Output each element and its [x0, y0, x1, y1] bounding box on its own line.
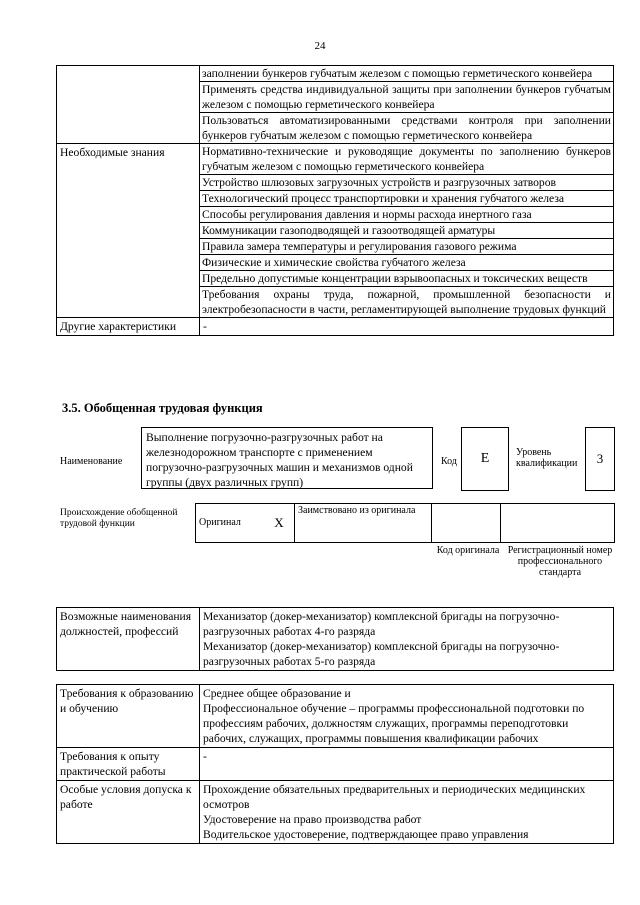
- empty-label-cell: [57, 66, 200, 144]
- condition-item: Удостоверение на право производства работ: [203, 813, 422, 826]
- conditions-label: Особые условия допуска к работе: [57, 781, 200, 844]
- original-mark: X: [264, 504, 295, 543]
- position-item: Механизатор (докер-механизатор) комплексной бригады на погрузочно-разгрузочных работах 4-го разряда: [203, 610, 560, 638]
- skills-continuation-cell: [200, 66, 614, 144]
- education-item: Профессиональное обучение – программы профессиональной подготовки по профессиям рабочих, должностям служащих, программы переподготовки рабочих, служащих, программы повышения квалификации рабочих: [203, 702, 585, 745]
- position-item: Механизатор (докер-механизатор) комплексной бригады на погрузочно-разгрузочных работах 5-го разряда: [203, 640, 560, 668]
- code-value: E: [461, 427, 509, 491]
- knowledge-item: Требования охраны труда, пожарной, промышленной безопасности и электробезопасности в части, регламентирующей выполнение трудовых функций: [202, 288, 611, 316]
- knowledge-item: Правила замера температуры и регулирования газового режима: [200, 239, 613, 255]
- knowledge-item: Способы регулирования давления и нормы расхода инертного газа: [200, 207, 613, 223]
- experience-value: -: [200, 748, 614, 781]
- positions-label: Возможные наименования должностей, профессий: [57, 608, 200, 671]
- positions-cell: [200, 608, 614, 671]
- experience-label: Требования к опыту практической работы: [57, 748, 200, 781]
- section-title: 3.5. Обобщенная трудовая функция: [62, 401, 263, 415]
- skill-item: Пользоваться автоматизированными средствами контроля при заполнении бункеров губчатым железом с помощью герметического конвейера: [202, 114, 611, 142]
- code-caption: Код оригинала: [436, 545, 500, 556]
- code-label: Код: [441, 456, 457, 467]
- page-number: 24: [314, 40, 326, 52]
- original-code-cell: [432, 504, 501, 543]
- name-label: Наименование: [60, 456, 123, 467]
- requirements-table: [56, 684, 614, 844]
- knowledge-item: Технологический процесс транспортировки и хранения губчатого железа: [200, 191, 613, 207]
- knowledge-label: Необходимые знания: [57, 144, 200, 318]
- original-label: Оригинал: [196, 504, 265, 543]
- skill-item: заполнении бункеров губчатым железом с помощью герметического конвейера: [200, 66, 613, 82]
- condition-item: Прохождение обязательных предварительных и периодических медицинских осмотров: [203, 783, 586, 811]
- education-item: Среднее общее образование и: [203, 687, 351, 700]
- other-value: -: [200, 318, 614, 336]
- knowledge-item: Коммуникации газоподводящей и газоотводящей арматуры: [200, 223, 613, 239]
- education-cell: [200, 685, 614, 748]
- education-label: Требования к образованию и обучению: [57, 685, 200, 748]
- knowledge-table: [56, 65, 614, 336]
- reg-number-cell: [501, 504, 615, 543]
- skill-item: Применять средства индивидуальной защиты при заполнении бункеров губчатым железом с помощью герметического конвейера: [202, 83, 611, 111]
- function-name-value: Выполнение погрузочно-разгрузочных работ на железнодорожном транспорте с применением погрузочно-разгрузочных машин и механизмов одной группы (двух различных групп): [141, 427, 433, 489]
- knowledge-item: Физические и химические свойства губчатого железа: [200, 255, 613, 271]
- condition-item: Водительское удостоверение, подтверждающее право управления: [203, 828, 529, 841]
- other-label: Другие характеристики: [57, 318, 200, 336]
- origin-label: Происхождение обобщенной трудовой функции: [60, 508, 178, 529]
- borrowed-label: Заимствовано из оригинала: [295, 504, 432, 543]
- knowledge-item: Предельно допустимые концентрации взрывоопасных и токсических веществ: [200, 271, 613, 287]
- reg-caption: Регистрационный номер профессионального стандарта: [507, 545, 613, 578]
- positions-table: [56, 607, 614, 671]
- origin-table: [195, 503, 615, 543]
- knowledge-item: Нормативно-технические и руководящие документы по заполнению бункеров губчатым железом с помощью герметического конвейера: [202, 145, 611, 173]
- level-label: Уровень квалификации: [516, 447, 578, 469]
- knowledge-cell: [200, 144, 614, 318]
- knowledge-item: Устройство шлюзовых загрузочных устройств и разгрузочных затворов: [200, 175, 613, 191]
- level-value: 3: [585, 427, 615, 491]
- conditions-cell: [200, 781, 614, 844]
